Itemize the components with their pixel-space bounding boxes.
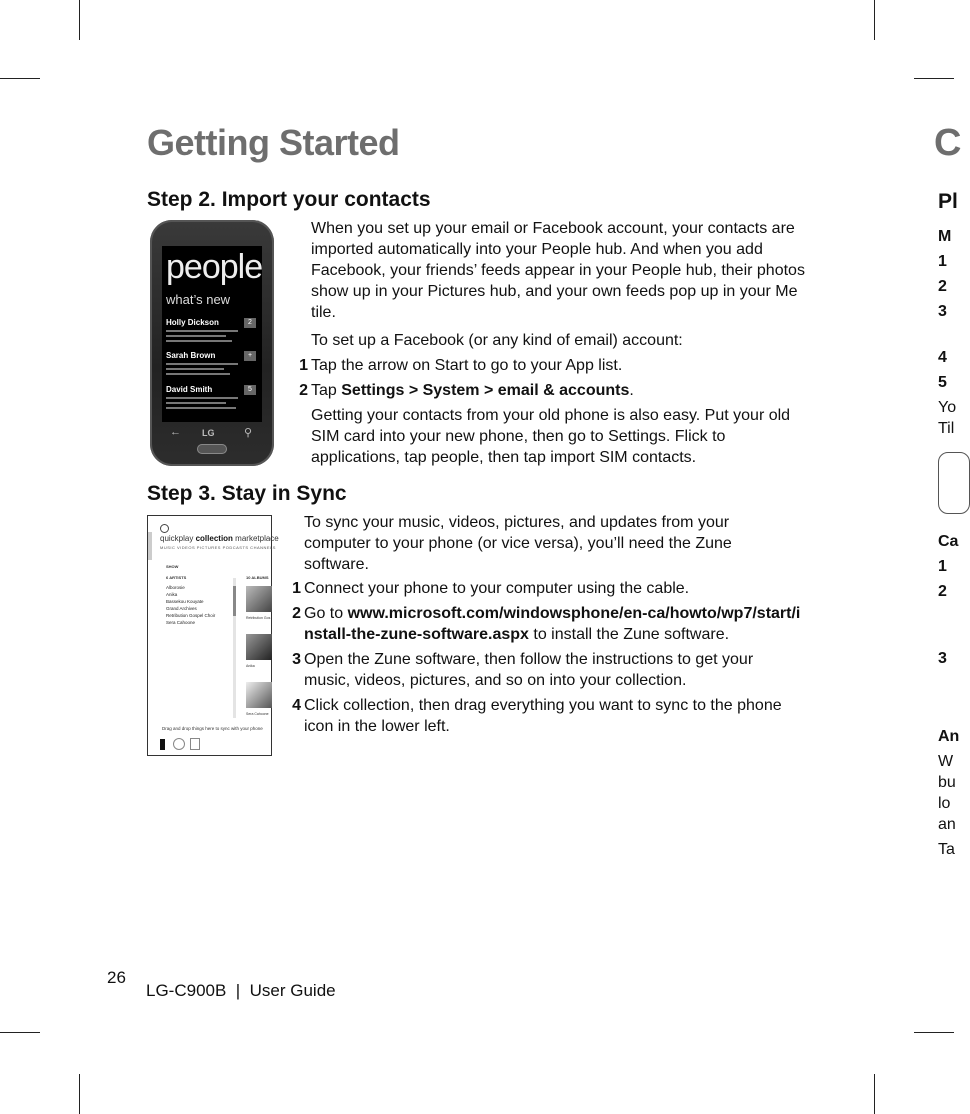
search-icon: ⚲ — [244, 427, 253, 439]
feed-badge: + — [244, 351, 256, 361]
item-number: 4 — [292, 697, 301, 714]
feed-entry — [166, 351, 242, 375]
next-page-fragment: 4 — [938, 349, 947, 366]
crop-mark — [874, 0, 875, 40]
next-page-fragment: 5 — [938, 374, 947, 391]
lg-logo: LG — [202, 428, 215, 438]
crop-mark — [79, 0, 80, 40]
next-page-fragment: Ta — [938, 841, 955, 858]
phone-icon — [160, 739, 165, 750]
next-page-fragment: 2 — [938, 278, 947, 295]
zune-artists-header: 6 ARTISTS — [166, 575, 187, 580]
feed-entry-name: Holly Dickson — [166, 318, 219, 327]
crop-mark — [914, 78, 954, 79]
step2-setup-line: To set up a Facebook (or any kind of email) account: — [311, 332, 683, 349]
feed-badge: 5 — [244, 385, 256, 395]
album-art — [246, 634, 272, 660]
feed-entry — [166, 318, 242, 342]
next-page-fragment: 1 — [938, 558, 947, 575]
zune-sub-nav: MUSIC VIDEOS PICTURES PODCASTS CHANNELS — [160, 545, 276, 550]
next-page-fragment: an — [938, 816, 956, 833]
step3-item — [292, 578, 809, 599]
zune-nav-quickplay: quickplay — [160, 534, 194, 543]
next-page-fragment: W — [938, 753, 954, 770]
crop-mark — [914, 1032, 954, 1033]
item-number: 3 — [292, 651, 301, 668]
next-page-fragment: 1 — [938, 253, 947, 270]
crop-mark — [0, 1032, 40, 1033]
item-text: to install the Zune software. — [528, 626, 730, 643]
feed-entry-name: Sarah Brown — [166, 351, 216, 360]
item-number: 2 — [299, 382, 308, 399]
zune-scrollbar — [233, 578, 236, 718]
item-number: 2 — [292, 605, 301, 622]
item-number: 1 — [292, 580, 301, 597]
step2-intro: When you set up your email or Facebook account, your contacts are imported automatically into your People hub. And when you add Facebook, your friends’ feeds appear in your People hub, their photos show up in your Pictures hub, and your own feeds pop up in your Me tile. — [311, 220, 805, 321]
artist-item: Sera Cahoone — [166, 620, 196, 625]
album-label: Retribution Gos — [246, 616, 271, 620]
step2-heading: Step 2. Import your contacts — [147, 188, 431, 211]
next-page-fragment: Ca — [938, 533, 959, 550]
next-page-fragment: Pl — [938, 190, 958, 213]
next-page-fragment: M — [938, 228, 952, 245]
zune-albums-header: 10 ALBUMS — [246, 575, 269, 580]
zune-nav-collection: collection — [195, 534, 233, 543]
artist-item: Anika — [166, 592, 178, 597]
next-page-title-fragment: C — [934, 122, 962, 164]
next-page-fragment: Til — [938, 420, 955, 437]
next-page-fragment: 3 — [938, 303, 947, 320]
item-text: Connect your phone to your computer using the cable. — [304, 580, 690, 597]
step3-heading: Step 3. Stay in Sync — [147, 482, 347, 505]
phone-image — [150, 220, 274, 466]
zune-drag-hint: Drag and drop things here to sync with your phone — [162, 726, 263, 731]
next-page-fragment: Yo — [938, 399, 957, 416]
step3-item — [292, 603, 804, 645]
step3-item — [292, 695, 812, 737]
step3-item — [292, 649, 789, 691]
item-text: Tap — [311, 382, 342, 399]
item-text: Go to — [304, 605, 348, 622]
zune-screenshot — [147, 515, 279, 756]
artist-item: Grand Archives — [166, 606, 197, 611]
settings-path: Settings > System > email & accounts — [341, 382, 630, 399]
next-page-fragment: lo — [938, 795, 951, 812]
crop-mark — [0, 78, 40, 79]
feed-entry-name: David Smith — [166, 385, 213, 394]
zune-url: www.microsoft.com/windowsphone/en-ca/howto/wp7/start/install-the-zune-software.aspx — [304, 605, 801, 643]
home-button-icon — [197, 444, 227, 454]
item-text: Tap the arrow on Start to go to your App list. — [311, 357, 623, 374]
disc-icon — [173, 738, 185, 750]
next-page-note-box — [938, 452, 970, 514]
album-art — [246, 682, 272, 708]
crop-mark — [874, 1074, 875, 1114]
item-text: Open the Zune software, then follow the instructions to get your music, videos, pictures, and so on into your collection. — [304, 651, 754, 689]
step2-item — [299, 355, 811, 376]
item-text: . — [629, 382, 634, 399]
crop-mark — [79, 1074, 80, 1114]
back-arrow-icon: ← — [170, 426, 181, 438]
artist-item: Bassekou Kouyate — [166, 599, 204, 604]
next-page-fragment: 2 — [938, 583, 947, 600]
zune-show-label: SHOW — [166, 564, 179, 569]
page-title: Getting Started — [147, 122, 400, 163]
item-text: Click collection, then drag everything you want to sync to the phone icon in the lower left. — [304, 697, 782, 735]
step3-intro: To sync your music, videos, pictures, and updates from your computer to your phone (or vice versa), you’ll need the Zune software. — [304, 514, 732, 573]
phone-nav-bar — [150, 426, 274, 442]
next-page-fragment: bu — [938, 774, 956, 791]
whats-new-label: what’s new — [166, 292, 231, 307]
feed-entry — [166, 385, 242, 409]
step2-item — [299, 380, 811, 401]
zune-nav-marketplace: marketplace — [235, 534, 279, 543]
page-number: 26 — [107, 968, 126, 987]
back-icon — [160, 524, 169, 533]
next-page-fragment: An — [938, 728, 960, 745]
phone-screen — [162, 246, 262, 422]
item-number: 1 — [299, 357, 308, 374]
document-icon — [190, 738, 200, 750]
album-label: Sera Cahoone — [246, 712, 269, 716]
step2-sim-note: Getting your contacts from your old phone is also easy. Put your old SIM card into your new phone, then go to Settings. Flick to applications, tap people, then tap import SIM contacts. — [311, 407, 791, 466]
artist-item: Alborosie — [166, 585, 185, 590]
footer-guide: LG-C900B | User Guide — [146, 981, 336, 1000]
zune-artist-list — [166, 584, 215, 626]
album-label: Anika — [246, 664, 255, 668]
next-page-fragment: 3 — [938, 650, 947, 667]
album-art — [246, 586, 272, 612]
artist-item: Retribution Gospel Choir — [166, 613, 216, 618]
people-hub-title: people — [166, 248, 263, 286]
zune-nav — [160, 534, 279, 543]
feed-badge: 2 — [244, 318, 256, 328]
